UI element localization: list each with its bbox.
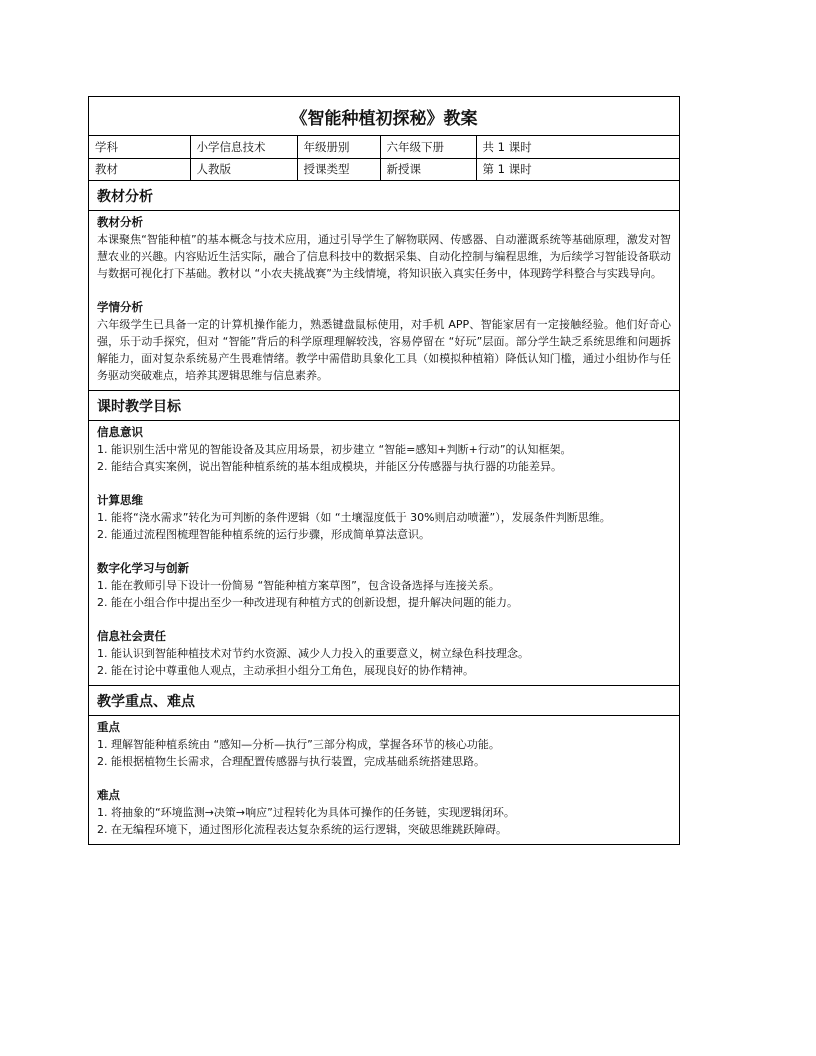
subsection-title: 数字化学习与创新 bbox=[97, 560, 189, 575]
meta-cell: 学科 bbox=[89, 136, 190, 158]
list-item: 1. 能识别生活中常见的智能设备及其应用场景，初步建立 “智能=感知+判断+行动”的认知框架。 bbox=[97, 442, 572, 456]
meta-cell: 授课类型 bbox=[297, 158, 380, 180]
list-item: 2. 能在小组合作中提出至少一种改进现有种植方式的创新设想，提升解决问题的能力。 bbox=[97, 595, 518, 609]
section-objectives bbox=[89, 421, 679, 686]
meta-table bbox=[89, 136, 679, 181]
meta-cell: 人教版 bbox=[190, 158, 297, 180]
list-item: 2. 能结合真实案例，说出智能种植系统的基本组成模块，并能区分传感器与执行器的功能差异。 bbox=[97, 459, 562, 473]
section-heading-key-points: 教学重点、难点 bbox=[89, 686, 679, 716]
meta-cell: 第 1 课时 bbox=[476, 158, 679, 180]
section-heading-analysis: 教材分析 bbox=[89, 181, 679, 211]
list-item: 1. 能在教师引导下设计一份简易 “智能种植方案草图”，包含设备选择与连接关系。 bbox=[97, 578, 500, 592]
student-analysis-text: 六年级学生已具备一定的计算机操作能力，熟悉键盘鼠标使用，对手机 APP、智能家居有一定接触经验。他们好奇心强，乐于动手探究，但对 “智能”背后的科学原理理解较浅，容易停留在 “好玩”层面。部分学生缺乏系统思维和问题拆解能力，面对复杂系统易产生畏难情绪。教学中需借助具象化工具（如模拟种植箱）降低认知门槛，通过小组协作与任务驱动突破难点，培养其逻辑思维与信息素养。 bbox=[97, 317, 671, 382]
subsection-title: 信息意识 bbox=[97, 424, 143, 439]
lesson-plan-document bbox=[88, 96, 680, 845]
subsection-title: 重点 bbox=[97, 719, 120, 734]
list-item: 1. 能认识到智能种植技术对节约水资源、减少人力投入的重要意义，树立绿色科技理念。 bbox=[97, 646, 529, 660]
meta-cell: 年级册别 bbox=[297, 136, 380, 158]
meta-cell: 六年级下册 bbox=[380, 136, 476, 158]
meta-cell: 共 1 课时 bbox=[476, 136, 679, 158]
subsection-title: 学情分析 bbox=[97, 299, 143, 314]
list-item: 1. 理解智能种植系统由 “感知—分析—执行”三部分构成，掌握各环节的核心功能。 bbox=[97, 737, 500, 751]
list-item: 1. 能将“浇水需求”转化为可判断的条件逻辑（如 “土壤湿度低于 30%则启动喷灌”），发展条件判断思维。 bbox=[97, 510, 611, 524]
meta-row bbox=[89, 158, 679, 180]
section-key-points bbox=[89, 716, 679, 844]
list-item: 2. 能通过流程图梳理智能种植系统的运行步骤，形成简单算法意识。 bbox=[97, 527, 430, 541]
list-item: 1. 将抽象的“环境监测→决策→响应”过程转化为具体可操作的任务链，实现逻辑闭环。 bbox=[97, 805, 515, 819]
meta-cell: 教材 bbox=[89, 158, 190, 180]
subsection-title: 计算思维 bbox=[97, 492, 143, 507]
list-item: 2. 能在讨论中尊重他人观点，主动承担小组分工角色，展现良好的协作精神。 bbox=[97, 663, 474, 677]
meta-row bbox=[89, 136, 679, 158]
meta-cell: 小学信息技术 bbox=[190, 136, 297, 158]
section-heading-objectives: 课时教学目标 bbox=[89, 391, 679, 421]
document-title: 《智能种植初探秘》教案 bbox=[89, 97, 679, 136]
section-analysis bbox=[89, 211, 679, 391]
subsection-title: 难点 bbox=[97, 787, 120, 802]
meta-cell: 新授课 bbox=[380, 158, 476, 180]
subsection-title: 信息社会责任 bbox=[97, 628, 166, 643]
textbook-analysis-text: 本课聚焦“智能种植”的基本概念与技术应用，通过引导学生了解物联网、传感器、自动灌溉系统等基础原理，激发对智慧农业的兴趣。内容贴近生活实际，融合了信息科技中的数据采集、自动化控制与编程思维，为后续学习智能设备联动与数据可视化打下基础。教材以 “小农夫挑战赛”为主线情境，将知识嵌入真实任务中，体现跨学科整合与实践导向。 bbox=[97, 232, 671, 280]
list-item: 2. 能根据植物生长需求，合理配置传感器与执行装置，完成基础系统搭建思路。 bbox=[97, 754, 485, 768]
list-item: 2. 在无编程环境下，通过图形化流程表达复杂系统的运行逻辑，突破思维跳跃障碍。 bbox=[97, 822, 507, 836]
subsection-title: 教材分析 bbox=[97, 214, 143, 229]
